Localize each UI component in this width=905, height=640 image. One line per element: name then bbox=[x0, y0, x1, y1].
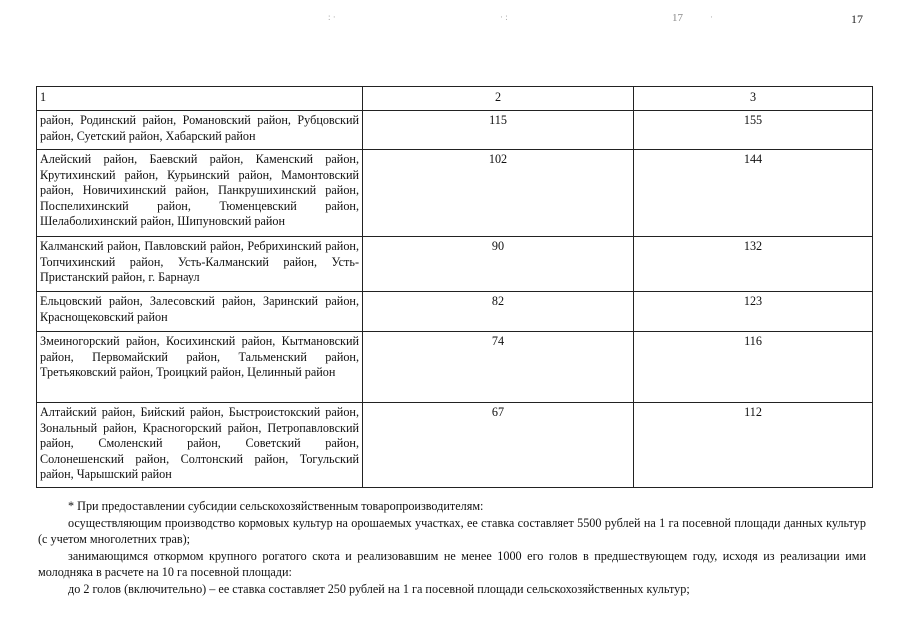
value-cell: 112 bbox=[634, 403, 873, 488]
scan-artifact: · bbox=[710, 12, 713, 22]
value-cell: 132 bbox=[634, 237, 873, 292]
value-cell: 116 bbox=[634, 332, 873, 403]
scan-artifact: · : bbox=[500, 12, 508, 22]
subsidy-rates-table bbox=[36, 86, 873, 488]
value-cell: 115 bbox=[363, 111, 634, 150]
regions-cell: Калманский район, Павловский район, Ребрихинский район, Топчихинский район, Усть-Калманский район, Усть-Пристанский район, г. Барнаул bbox=[37, 237, 363, 292]
value-cell: 123 bbox=[634, 292, 873, 332]
value-cell: 144 bbox=[634, 150, 873, 237]
table-row bbox=[37, 403, 873, 488]
value-cell: 155 bbox=[634, 111, 873, 150]
regions-cell: Змеиногорский район, Косихинский район, Кытмановский район, Первомайский район, Тальменский район, Третьяковский район, Троицкий район, Целинный район bbox=[37, 332, 363, 403]
header-cell: 2 bbox=[363, 87, 634, 111]
table-row bbox=[37, 292, 873, 332]
value-cell: 82 bbox=[363, 292, 634, 332]
page-number: 17 bbox=[851, 12, 863, 26]
footnote-item: осуществляющим производство кормовых культур на орошаемых участках, ее ставка составляет 5500 рублей на 1 га посевной площади данных культур (с учетом многолетних трав); bbox=[38, 515, 866, 546]
table-row bbox=[37, 111, 873, 150]
value-cell: 67 bbox=[363, 403, 634, 488]
header-cell: 3 bbox=[634, 87, 873, 111]
regions-cell: Алейский район, Баевский район, Каменский район, Крутихинский район, Курьинский район, Мамонтовский район, Новичихинский район, Панкрушихинский район, Поспелихинский район, Тюменцевский район, Шелаболихинский район, Шипуновский район bbox=[37, 150, 363, 237]
regions-cell: Алтайский район, Бийский район, Быстроистокский район, Зональный район, Красногорский район, Петропавловский район, Смоленский район, Советский район, Солонешенский район, Солтонский район, Тогульский район, Чарышский район bbox=[37, 403, 363, 488]
table-row bbox=[37, 332, 873, 403]
scan-artifact: : · bbox=[328, 12, 336, 22]
table-row bbox=[37, 150, 873, 237]
regions-cell: Ельцовский район, Залесовский район, Заринский район, Краснощековский район bbox=[37, 292, 363, 332]
footnote-lead: * При предоставлении субсидии сельскохозяйственным товаропроизводителям: bbox=[68, 499, 484, 513]
footnote bbox=[38, 498, 866, 597]
footnote-item: до 2 голов (включительно) – ее ставка составляет 250 рублей на 1 га посевной площади сельскохозяйственных культур; bbox=[68, 581, 690, 596]
page-number-faint: 17 bbox=[672, 12, 683, 24]
value-cell: 74 bbox=[363, 332, 634, 403]
table-row bbox=[37, 237, 873, 292]
regions-cell: район, Родинский район, Романовский район, Рубцовский район, Суетский район, Хабарский район bbox=[37, 111, 363, 150]
table-header-row bbox=[37, 87, 873, 111]
value-cell: 90 bbox=[363, 237, 634, 292]
value-cell: 102 bbox=[363, 150, 634, 237]
footnote-item: занимающимся откормом крупного рогатого скота и реализовавшим не менее 1000 его голов в предшествующем году, исходя из реализации ими молодняка в расчете на 10 га посевной площади: bbox=[38, 548, 866, 579]
header-cell: 1 bbox=[37, 87, 363, 111]
